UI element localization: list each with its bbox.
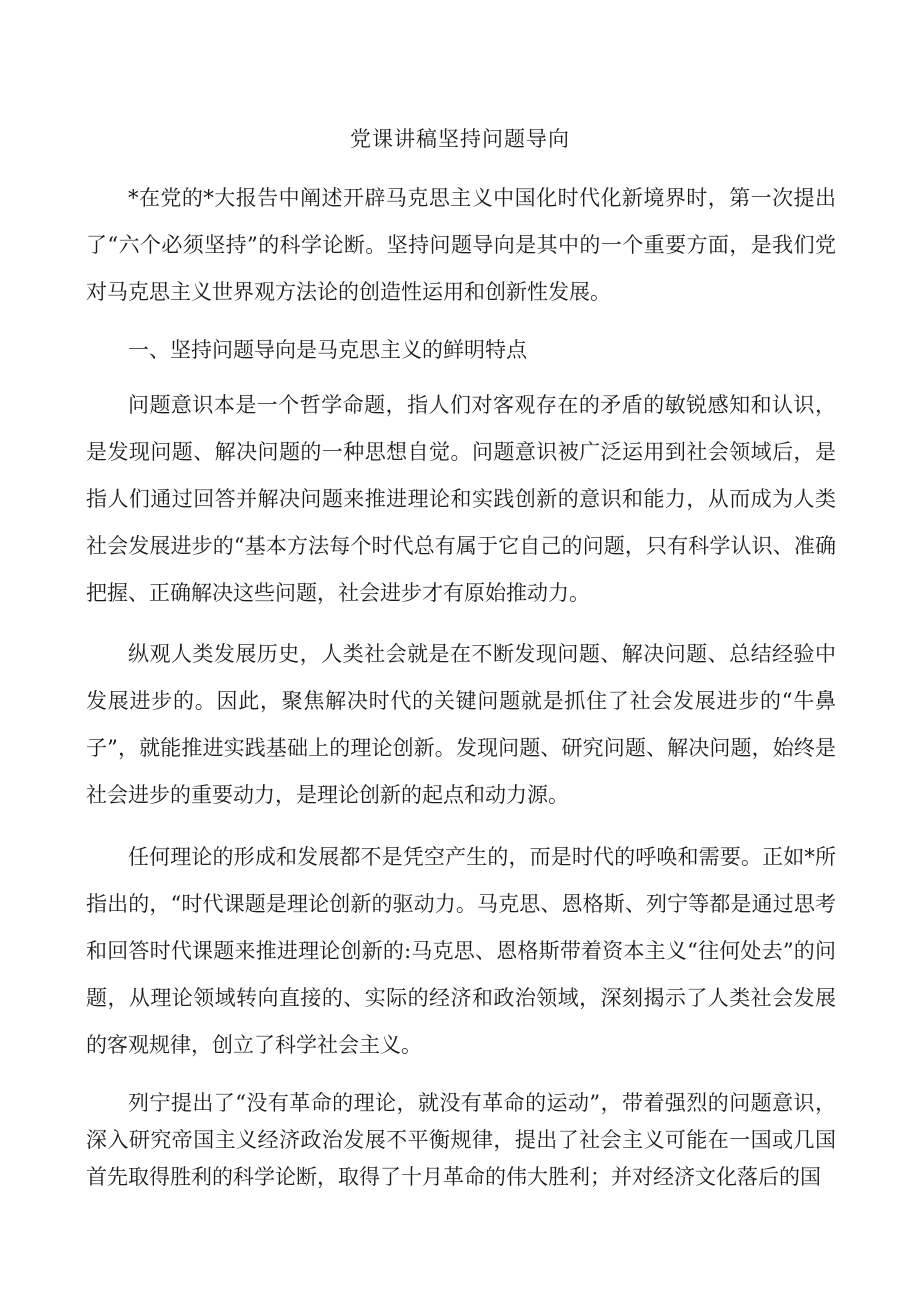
paragraph-history: 纵观人类发展历史，人类社会就是在不断发现问题、解决问题、总结经验中发展进步的。因此，聚焦解决时代的关键问题就是抓住了社会发展进步的“牛鼻子”，就能推进实践基础上的理论创新。发现问题、研究问题、解决问题，始终是社会进步的重要动力，是理论创新的起点和动力源。: [86, 642, 836, 807]
paragraph-intro: *在党的*大报告中阐述开辟马克思主义中国化时代化新境界时，第一次提出了“六个必须坚持”的科学论断。坚持问题导向是其中的一个重要方面，是我们党对马克思主义世界观方法论的创造性运用和创新性发展。: [86, 186, 836, 304]
document-title: 党课讲稿坚持问题导向: [350, 127, 570, 151]
section-heading: 一、坚持问题导向是马克思主义的鲜明特点: [128, 338, 527, 362]
paragraph-problem-awareness: 问题意识本是一个哲学命题，指人们对客观存在的矛盾的敏锐感知和认识，是发现问题、解决问题的一种思想自觉。问题意识被广泛运用到社会领域后，是指人们通过回答并解决问题来推进理论和实践创新的意识和能力，从而成为人类社会发展进步的“基本方法每个时代总有属于它自己的问题，只有科学认识、准确把握、正确解决这些问题，社会进步才有原始推动力。: [86, 393, 836, 605]
paragraph-theory: 任何理论的形成和发展都不是凭空产生的，而是时代的呼唤和需要。正如*所指出的，“时代课题是理论创新的驱动力。马克思、恩格斯、列宁等都是通过思考和回答时代课题来推进理论创新的:马克思、恩格斯带着资本主义“往何处去”的问题，从理论领域转向直接的、实际的经济和政治领域，深刻揭示了人类社会发展的客观规律，创立了科学社会主义。: [86, 845, 836, 1057]
paragraph-lenin: 列宁提出了“没有革命的理论，就没有革命的运动”，带着强烈的问题意识，深入研究帝国主义经济政治发展不平衡规律，提出了社会主义可能在一国或几国首先取得胜利的科学论断，取得了十月革命的伟大胜利；并对经济文化落后的国: [86, 1091, 836, 1189]
